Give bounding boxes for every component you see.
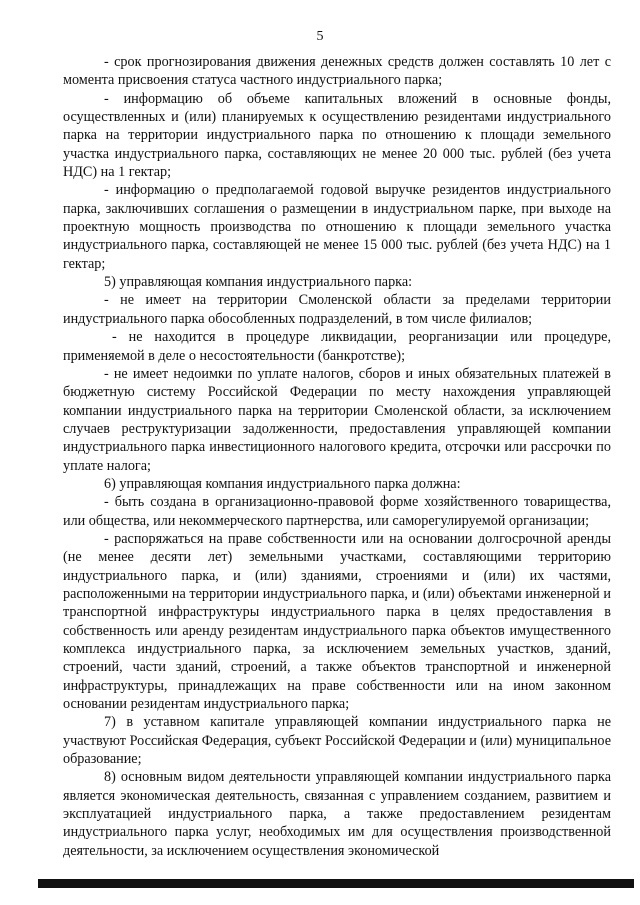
paragraph-legal-form: - быть создана в организационно-правовой форме хозяйственного товарищества, или общества, или некоммерческого партнерства, или саморегулируемой организации; bbox=[63, 494, 611, 529]
paragraph-cash-flow-term: - срок прогнозирования движения денежных средств должен составлять 10 лет с момента присвоения статуса частного индустриального парка; bbox=[63, 54, 611, 89]
document-body bbox=[63, 53, 611, 860]
paragraph-property-rights: - распоряжаться на праве собственности или на основании долгосрочной аренды (не менее десяти лет) земельными участками, составляющими территорию индустриального парка, и (или) зданиями, строениями и (или) их частями, расположенными на территории индустриального парка, и (или) объектами инженерной и транспортной инфраструктуры индустриального парка в целях предоставления в собственность или аренду резидентам индустриального парка объектов имущественного комплекса индустриального парка, за исключением земельных участков, зданий, строений, части зданий, строений, а также объектов транспортной и инженерной инфраструктуры, принадлежащих на праве собственности или на ином законном основании резидентам индустриального парка; bbox=[63, 530, 611, 713]
page-number: 5 bbox=[316, 29, 324, 44]
paragraph-no-liquidation: - не находится в процедуре ликвидации, реорганизации или процедуре, применяемой в деле о несостоятельности (банкротстве); bbox=[63, 329, 611, 364]
paragraph-item-6-heading: 6) управляющая компания индустриального парка должна: bbox=[104, 475, 461, 492]
paragraph-no-tax-arrears: - не имеет недоимки по уплате налогов, сборов и иных обязательных платежей в бюджетную систему Российской Федерации по месту нахождения управляющей компании индустриального парка на территории Смоленской области, за исключением случаев реструктуризации задолженности, предоставления управляющей компании индустриального парка инвестиционного налогового кредита, отсрочки или рассрочки по уплате налога; bbox=[63, 365, 611, 474]
paragraph-item-8-activity: 8) основным видом деятельности управляющей компании индустриального парка является экономическая деятельность, связанная с управлением созданием, развитием и эксплуатацией индустриального парка, а также предоставлением резидентам индустриального парка услуг, необходимых им для осуществления производственной деятельности, за исключением осуществления экономической bbox=[63, 769, 611, 859]
paragraph-item-5-heading: 5) управляющая компания индустриального парка: bbox=[104, 274, 413, 291]
paragraph-capital-investment: - информацию об объеме капитальных вложений в основные фонды, осуществленных и (или) планируемых к осуществлению резидентами индустриального парка на территории индустриального парка по отношению к площади земельного участка индустриального парка, составляющих не менее 20 000 тыс. рублей (без учета НДС) на 1 гектар; bbox=[63, 90, 611, 181]
bottom-scan-bar bbox=[38, 879, 634, 888]
paragraph-no-branches: - не имеет на территории Смоленской области за пределами территории индустриального парка обособленных подразделений, в том числе филиалов; bbox=[63, 292, 611, 327]
paragraph-annual-revenue: - информацию о предполагаемой годовой выручке резидентов индустриального парка, заключивших соглашения о размещении в индустриальном парке, при выходе на проектную мощность производства по отношению к площади земельного участка индустриального парка, составляющей не менее 15 000 тыс. рублей (без учета НДС) на 1 гектар; bbox=[63, 182, 611, 272]
paragraph-item-7-capital: 7) в уставном капитале управляющей компании индустриального парка не участвуют Российская Федерация, субъект Российской Федерации и (или) муниципальное образование; bbox=[63, 714, 611, 768]
